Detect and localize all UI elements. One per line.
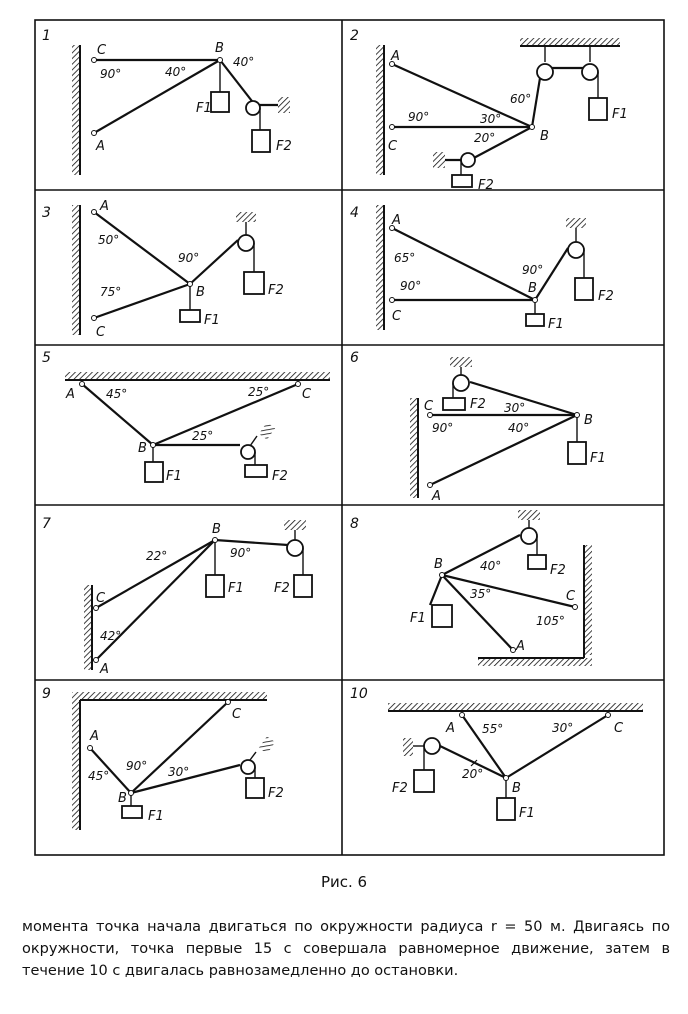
angle-1: 30° xyxy=(504,401,526,415)
label-F2: F2 xyxy=(268,786,284,801)
angle-3: 40° xyxy=(508,421,530,435)
angle-1: 65° xyxy=(394,251,416,265)
panel-10 xyxy=(350,686,643,821)
label-F1: F1 xyxy=(166,469,182,484)
label-F2: F2 xyxy=(550,563,566,578)
panel-9 xyxy=(42,686,284,830)
angle-3: 42° xyxy=(100,629,122,643)
panel-number: 8 xyxy=(350,516,359,532)
label-F2: F2 xyxy=(272,469,288,484)
figure-caption: Рис. 6 xyxy=(320,873,368,891)
angle-1: 55° xyxy=(482,722,504,736)
angle-2: 90° xyxy=(408,110,430,124)
angle-3: 75° xyxy=(100,285,122,299)
angle-3: 105° xyxy=(536,614,565,628)
label-B: B xyxy=(528,281,537,296)
label-A: A xyxy=(392,213,401,228)
angle-2: 25° xyxy=(248,385,270,399)
label-F1: F1 xyxy=(196,101,212,116)
panel-number: 2 xyxy=(350,28,359,44)
angle-3: 25° xyxy=(192,429,214,443)
label-A: A xyxy=(100,199,109,214)
angle-3: 30° xyxy=(168,765,190,779)
panel-number: 1 xyxy=(42,28,51,44)
label-B: B xyxy=(212,522,221,537)
label-A: A xyxy=(66,387,75,402)
label-B: B xyxy=(512,781,521,796)
label-C: C xyxy=(96,325,106,340)
label-A: A xyxy=(391,49,400,64)
label-A: A xyxy=(90,729,99,744)
angle-1: 40° xyxy=(480,559,502,573)
wall-hatch xyxy=(72,45,80,175)
angle-4: 20° xyxy=(474,131,496,145)
label-C: C xyxy=(232,707,242,722)
label-C: C xyxy=(302,387,312,402)
panel-3 xyxy=(42,199,284,340)
label-F1: F1 xyxy=(204,313,220,328)
label-A: A xyxy=(100,662,109,677)
label-A: A xyxy=(516,639,525,654)
label-F1: F1 xyxy=(548,317,564,332)
label-B: B xyxy=(215,41,224,56)
panel-number: 5 xyxy=(42,350,51,366)
label-F2: F2 xyxy=(268,283,284,298)
label-C: C xyxy=(566,589,576,604)
panel-6 xyxy=(350,350,606,504)
panel-number: 7 xyxy=(42,516,51,532)
label-B: B xyxy=(540,129,549,144)
angle-3: 20° xyxy=(462,767,484,781)
label-B: B xyxy=(138,441,147,456)
label-F1: F1 xyxy=(612,107,628,122)
panel-number: 3 xyxy=(42,205,51,221)
label-B: B xyxy=(196,285,205,300)
panel-4 xyxy=(350,205,614,332)
angle-1: 90° xyxy=(100,67,122,81)
label-F1: F1 xyxy=(148,809,164,824)
angle-2: 90° xyxy=(126,759,148,773)
panel-1 xyxy=(42,28,292,175)
label-C: C xyxy=(614,721,624,736)
label-C: C xyxy=(97,43,107,58)
label-F1: F1 xyxy=(410,611,426,626)
label-A: A xyxy=(432,489,441,504)
panel-8 xyxy=(350,510,592,666)
angle-2: 35° xyxy=(470,587,492,601)
angle-2: 90° xyxy=(178,251,200,265)
label-F2: F2 xyxy=(392,781,408,796)
angle-2: 90° xyxy=(230,546,252,560)
body-paragraph: момента точка начала двигаться по окружности радиуса r = 50 м. Двигаясь по окружности, точка первые 15 с совершала равномерное движение, затем в течение 10 с двигалась равнозамедленно до остановки. xyxy=(22,919,670,979)
label-F1: F1 xyxy=(590,451,606,466)
angle-1: 60° xyxy=(510,92,532,106)
label-F1: F1 xyxy=(228,581,244,596)
label-B: B xyxy=(118,791,127,806)
label-B: B xyxy=(434,557,443,572)
label-F2: F2 xyxy=(478,178,494,193)
angle-2: 40° xyxy=(165,65,187,79)
label-A: A xyxy=(446,721,455,736)
angle-1: 45° xyxy=(106,387,128,401)
label-C: C xyxy=(388,139,398,154)
angle-2: 90° xyxy=(432,421,454,435)
label-F2: F2 xyxy=(274,581,290,596)
angle-3: 90° xyxy=(522,263,544,277)
panel-7 xyxy=(42,516,312,677)
panel-number: 6 xyxy=(350,350,359,366)
label-C: C xyxy=(424,399,434,414)
angle-3: 40° xyxy=(233,55,255,69)
angle-1: 50° xyxy=(98,233,120,247)
panel-number: 9 xyxy=(42,686,51,702)
label-C: C xyxy=(392,309,402,324)
label-F2: F2 xyxy=(598,289,614,304)
label-C: C xyxy=(96,591,106,606)
panel-number: 4 xyxy=(350,205,359,221)
panel-5 xyxy=(42,350,330,484)
panel-number: 10 xyxy=(350,686,368,702)
panel-2 xyxy=(350,28,628,193)
label-B: B xyxy=(584,413,593,428)
angle-3: 30° xyxy=(480,112,502,126)
label-F2: F2 xyxy=(276,139,292,154)
label-A: A xyxy=(96,139,105,154)
label-F1: F1 xyxy=(519,806,535,821)
angle-2: 30° xyxy=(552,721,574,735)
angle-1: 22° xyxy=(146,549,168,563)
label-F2: F2 xyxy=(470,397,486,412)
angle-2: 90° xyxy=(400,279,422,293)
angle-1: 45° xyxy=(88,769,110,783)
